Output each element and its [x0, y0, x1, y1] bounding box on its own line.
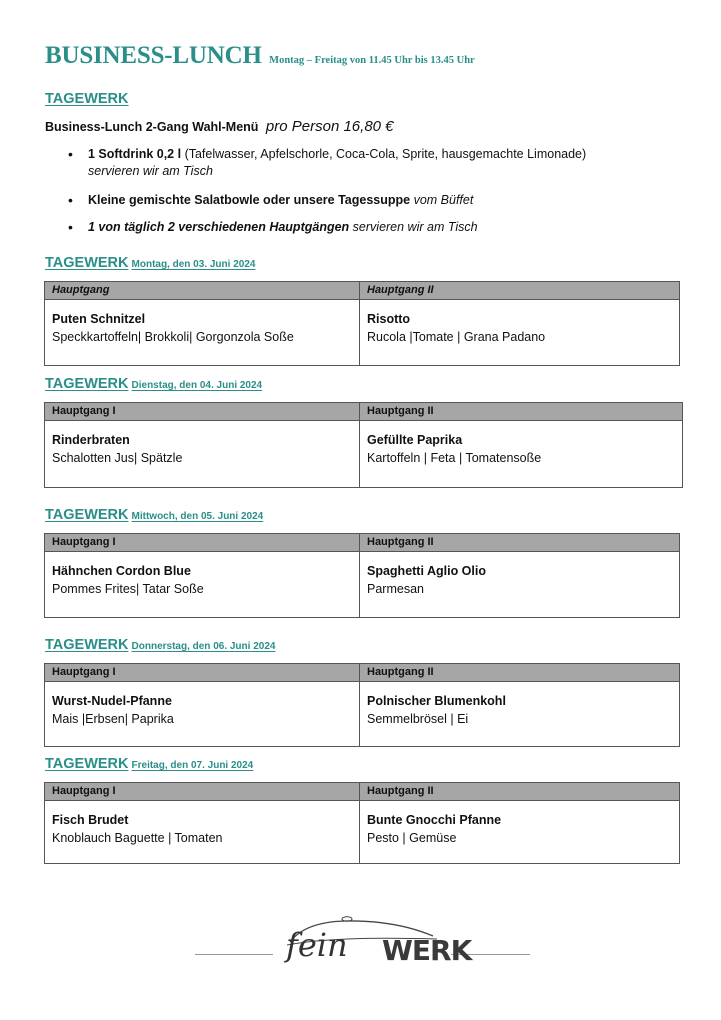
table-cell [45, 421, 359, 487]
column-header: Hauptgang I [52, 666, 116, 678]
day-date: Freitag, den 07. Juni 2024 [131, 760, 254, 771]
table-row [45, 552, 679, 617]
dish-name: Wurst-Nudel-Pfanne [52, 694, 172, 708]
menu-table-monday [44, 281, 680, 366]
dish-sides: Knoblauch Baguette | Tomaten [52, 831, 223, 845]
dish-name: Puten Schnitzel [52, 312, 146, 326]
bullet-italic: vom Büffet [413, 193, 474, 207]
bullet-bold: 1 von täglich 2 verschiedenen Hauptgängen [88, 220, 350, 234]
title-row [45, 42, 475, 70]
day-date: Dienstag, den 04. Juni 2024 [131, 380, 263, 391]
table-cell [359, 300, 679, 365]
column-header: Hauptgang [52, 284, 110, 296]
logo-script-text: fein [286, 926, 348, 964]
dish-name: Fisch Brudet [52, 813, 129, 827]
column-header: Hauptgang II [359, 783, 679, 800]
page-title: BUSINESS-LUNCH [45, 42, 262, 69]
day-label: TAGEWERK [45, 507, 129, 523]
offer-bullets [68, 146, 688, 236]
day-date: Montag, den 03. Juni 2024 [131, 259, 256, 270]
bullet-italic: servieren wir am Tisch [88, 164, 213, 178]
day-heading-tuesday [45, 376, 262, 392]
dish-sides: Semmelbrösel | Ei [367, 712, 469, 726]
dish-sides: Speckkartoffeln| Brokkoli| Gorgonzola Soße [52, 330, 294, 344]
table-row [45, 801, 679, 863]
table-cell [359, 682, 679, 746]
day-label: TAGEWERK [45, 255, 129, 271]
day-heading-monday [45, 255, 255, 271]
table-header [45, 534, 679, 552]
day-label: TAGEWERK [45, 376, 129, 392]
day-date: Donnerstag, den 06. Juni 2024 [131, 641, 276, 652]
logo-bold-text: WERK [382, 934, 472, 967]
dish-sides: Pesto | Gemüse [367, 831, 457, 845]
dish-sides: Parmesan [367, 582, 424, 596]
menu-table-friday [44, 782, 680, 864]
list-item [68, 219, 688, 236]
dish-name: Polnischer Blumenkohl [367, 694, 506, 708]
section-label: TAGEWERK [45, 91, 129, 107]
menu-table-thursday [44, 663, 680, 747]
dish-name: Risotto [367, 312, 411, 326]
table-cell [359, 552, 679, 617]
section-heading [45, 91, 129, 107]
bullet-bold: 1 Softdrink 0,2 l [88, 147, 182, 161]
dish-sides: Rucola |Tomate | Grana Padano [367, 330, 546, 344]
dish-name: Hähnchen Cordon Blue [52, 564, 191, 578]
table-header [45, 403, 682, 421]
table-header [45, 783, 679, 801]
feinwerk-logo [195, 912, 530, 970]
dish-sides: Pommes Frites| Tatar Soße [52, 582, 204, 596]
dish-sides: Schalotten Jus| Spätzle [52, 451, 183, 465]
table-cell [45, 300, 359, 365]
table-cell [359, 801, 679, 863]
day-label: TAGEWERK [45, 637, 129, 653]
cloche-icon [195, 912, 530, 970]
column-header: Hauptgang I [52, 536, 116, 548]
dish-name: Gefüllte Paprika [367, 433, 463, 447]
bullet-bold: Kleine gemischte Salatbowle oder unsere Tagessuppe [88, 193, 411, 207]
bullet-italic: servieren wir am Tisch [352, 220, 478, 234]
dish-name: Rinderbraten [52, 433, 130, 447]
offer-line [45, 118, 394, 135]
bullet-text: (Tafelwasser, Apfelschorle, Coca-Cola, Sprite, hausgemachte Limonade) [181, 147, 587, 161]
dish-sides: Mais |Erbsen| Paprika [52, 712, 174, 726]
column-header: Hauptgang I [52, 785, 116, 797]
table-cell [45, 552, 359, 617]
day-date: Mittwoch, den 05. Juni 2024 [131, 511, 264, 522]
column-header: Hauptgang II [359, 403, 682, 420]
offer-price: pro Person 16,80 € [265, 118, 394, 135]
column-header: Hauptgang II [359, 664, 679, 681]
menu-table-tuesday [44, 402, 683, 488]
day-heading-friday [45, 756, 253, 772]
day-heading-thursday [45, 637, 275, 653]
offer-label: Business-Lunch 2-Gang Wahl-Menü [45, 120, 259, 134]
dish-name: Bunte Gnocchi Pfanne [367, 813, 502, 827]
table-row [45, 682, 679, 746]
opening-hours: Montag – Freitag von 11.45 Uhr bis 13.45 Uhr [269, 55, 475, 66]
table-row [45, 421, 682, 487]
menu-table-wednesday [44, 533, 680, 618]
table-cell [45, 801, 359, 863]
dish-sides: Kartoffeln | Feta | Tomatensoße [367, 451, 542, 465]
dish-name: Spaghetti Aglio Olio [367, 564, 486, 578]
column-header: Hauptgang I [52, 405, 116, 417]
day-label: TAGEWERK [45, 756, 129, 772]
table-header [45, 282, 679, 300]
list-item [68, 192, 688, 209]
day-heading-wednesday [45, 507, 263, 523]
table-cell [45, 682, 359, 746]
table-row [45, 300, 679, 365]
table-header [45, 664, 679, 682]
list-item [68, 146, 688, 180]
column-header: Hauptgang II [359, 282, 679, 299]
column-header: Hauptgang II [359, 534, 679, 551]
table-cell [359, 421, 682, 487]
